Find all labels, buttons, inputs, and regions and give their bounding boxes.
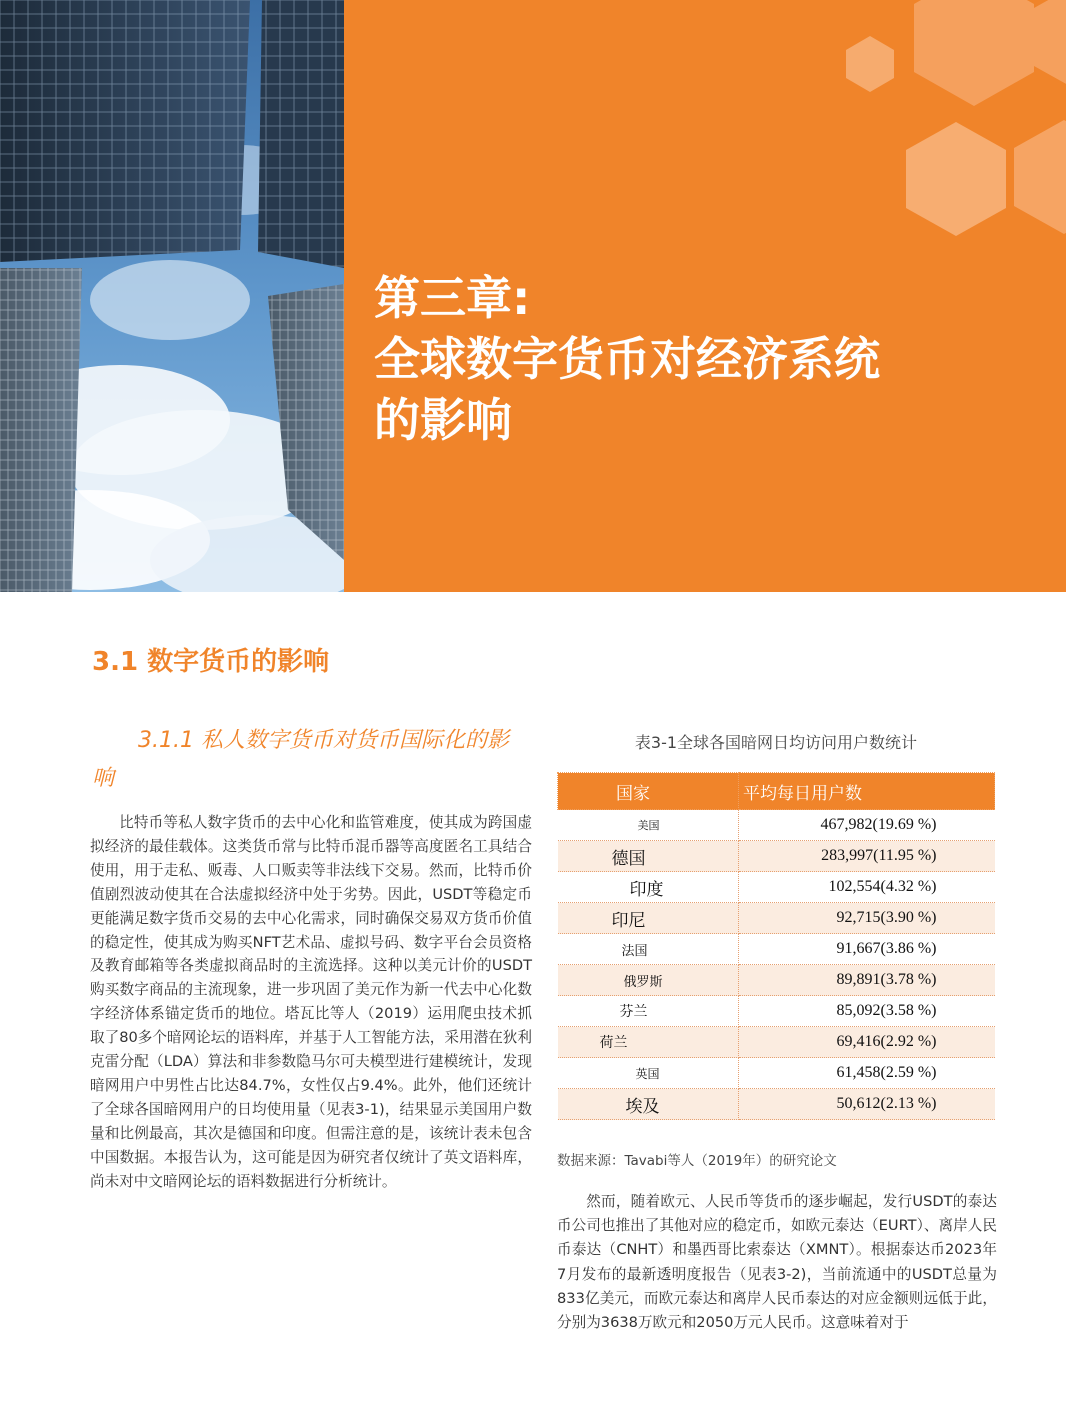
table-row (558, 841, 995, 872)
darknet-users-table (557, 772, 995, 1120)
table-header-country: 国家 (558, 773, 739, 810)
table-cell-country: 英国 (558, 1058, 739, 1089)
hero-skyscraper-image (0, 0, 344, 592)
section-heading: 3.1 数字货币的影响 (92, 647, 330, 677)
subsection-heading (92, 722, 532, 798)
table-row (558, 1027, 995, 1058)
table-cell-country: 俄罗斯 (558, 965, 739, 996)
table-header-row (558, 773, 995, 810)
body-paragraph-left: 比特币等私人数字货币的去中心化和监管难度，使其成为跨国虚拟经济的最佳载体。这类货币常与比特币混币器等高度匿名工具结合使用，用于走私、贩毒、人口贩卖等非法线下交易。然而，比特币价值剧烈波动使其在合法虚拟经济中处于劣势。因此，USDT等稳定币更能满足数字货币交易的去中心化需求，同时确保交易双方货币价值的稳定性，使其成为购买NFT艺术品、虚拟号码、数字平台会员资格及教育邮箱等各类虚拟商品时的主流选择。这种以美元计价的USDT购买数字商品的主流现象，进一步巩固了美元作为新一代去中心化数字经济体系锚定货币的地位。塔瓦比等人（2019）运用爬虫技术抓取了80多个暗网论坛的语料库，并基于人工智能方法，采用潜在狄利克雷分配（LDA）算法和非参数隐马尔可夫模型进行建模统计，发现暗网用户中男性占比达84.7%，女性仅占9.4%。此外，他们还统计了全球各国暗网用户的日均使用量（见表3-1)，结果显示美国用户数量和比例最高，其次是德国和印度。但需注意的是，该统计表未包含中国数据。本报告认为，这可能是因为研究者仅统计了英文语料库，尚未对中文暗网论坛的语料数据进行分析统计。 (90, 814, 532, 1190)
table-cell-value: 85,092(3.58 %) (739, 996, 995, 1027)
table-cell-country: 法国 (558, 934, 739, 965)
table-row (558, 934, 995, 965)
table-row (558, 1089, 995, 1120)
table-caption: 表3-1全球各国暗网日均访问用户数统计 (634, 733, 918, 752)
table-row (558, 1058, 995, 1089)
chapter-title-line: 第三章: (374, 271, 531, 325)
table-row (558, 872, 995, 903)
table-cell-value: 467,982(19.69 %) (739, 810, 995, 841)
table-cell-value: 89,891(3.78 %) (739, 965, 995, 996)
table-header-users: 平均每日用户数 (739, 773, 995, 810)
table-cell-value: 102,554(4.32 %) (739, 872, 995, 903)
table-cell-value: 92,715(3.90 %) (739, 903, 995, 934)
table-row (558, 996, 995, 1027)
table-row (558, 965, 995, 996)
subsection-heading-line: 响 (92, 766, 115, 791)
table-cell-value: 61,458(2.59 %) (739, 1058, 995, 1089)
table-cell-value: 91,667(3.86 %) (739, 934, 995, 965)
table-cell-country: 印尼 (558, 903, 739, 934)
table-row (558, 810, 995, 841)
chapter-banner (344, 0, 1066, 592)
table-cell-country: 芬兰 (558, 996, 739, 1027)
chapter-title (374, 268, 1034, 451)
table-row (558, 903, 995, 934)
table-cell-country: 印度 (558, 872, 739, 903)
table-cell-country: 埃及 (558, 1089, 739, 1120)
table-cell-country: 荷兰 (558, 1027, 739, 1058)
table-cell-value: 283,997(11.95 %) (739, 841, 995, 872)
table-cell-country: 德国 (558, 841, 739, 872)
chapter-title-line: 全球数字货币对经济系统 (374, 332, 880, 386)
table-cell-value: 50,612(2.13 %) (739, 1089, 995, 1120)
body-paragraph-right: 然而，随着欧元、人民币等货币的逐步崛起，发行USDT的泰达币公司也推出了其他对应的稳定币，如欧元泰达（EURT）、离岸人民币泰达（CNHT）和墨西哥比索泰达（XMNT）。根据泰达币2023年7月发布的最新透明度报告（见表3-2)，当前流通中的USDT总量为833亿美元，而欧元泰达和离岸人民币泰达的对应金额则远低于此，分别为3638万欧元和2050万元人民币。这意味着对于 (557, 1193, 997, 1332)
table-cell-country: 美国 (558, 810, 739, 841)
subsection-heading-line: 3.1.1 私人数字货币对货币国际化的影 (138, 728, 509, 753)
chapter-title-line: 的影响 (374, 393, 512, 447)
table-cell-value: 69,416(2.92 %) (739, 1027, 995, 1058)
table-source-note: 数据来源：Tavabi等人（2019年）的研究论文 (557, 1153, 837, 1169)
